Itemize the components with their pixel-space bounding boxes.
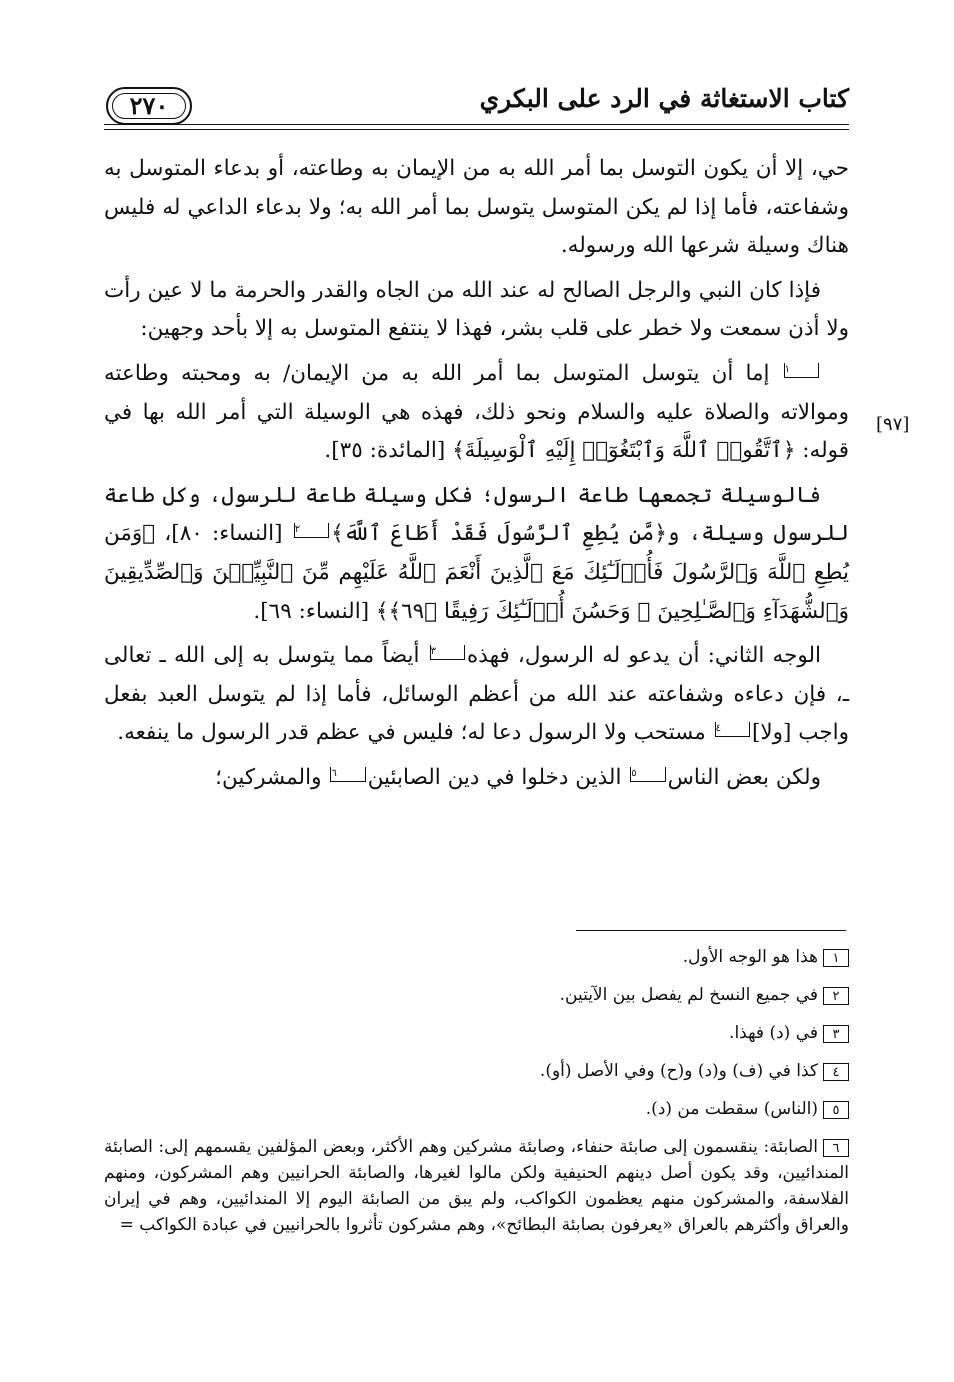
paragraph: ١ إما أن يتوسل المتوسل بما أمر الله به من الإيمان/ به ومحبته وطاعته وموالاته والصلاة عليه والسلام ونحو ذلك، فهذه هي الوسيلة التي أمر الله بها في قوله: ﴿ٱتَّقُوا۟ ٱللَّهَ وَٱبْتَغُوٓا۟ إِلَيْهِ ٱلْوَسِيلَةَ﴾ [المائدة: ٣٥].: [104, 360, 849, 464]
paragraph: فالوسيلة تجمعها طاعة الرسول؛ فكل وسيلة طاعة للرسول، وكل طاعة للرسول وسيلة، و﴿مَّن يُطِعِ ٱلرَّسُولَ فَقَدْ أَطَاعَ ٱللَّهَ﴾٢ [النساء: ٨٠]، ﴿وَمَن يُطِعِ ٱللَّهَ وَٱلرَّسُولَ فَأُو۟لَـٰٓئِكَ مَعَ ٱلَّذِينَ أَنْعَمَ ٱللَّهُ عَلَيْهِم مِّنَ ٱلنَّبِيِّـۧنَ وَٱلصِّدِّيقِينَ وَٱلشُّهَدَآءِ وَٱلصَّـٰلِحِينَ ۚ وَحَسُنَ أُو۟لَـٰٓئِكَ رَفِيقًا ﴿٦٩﴾﴾ [النساء: ٦٩].: [104, 482, 849, 624]
footnote-number: ٢: [823, 987, 849, 1005]
footnote-divider: [576, 930, 846, 931]
footnote-ref[interactable]: ٣: [430, 645, 465, 660]
footnote-number: ٤: [823, 1063, 849, 1081]
footnote: ١هذا هو الوجه الأول.: [104, 944, 849, 971]
footnote: ٦الصابئة: ينقسمون إلى صابئة حنفاء، وصابئة مشركين وهم الأكثر، وبعض المؤلفين يقسمهم إلى: الصابئة المندائيين، وقد يكون أصل دينهم الحنيفية ولكن مالوا لغيرها، والصابئة الحرانيين وهم المشركون، ومنهم الفلاسفة، والمشركون منهم يعظمون الكواكب، ولم يبق من الصابئة اليوم إلا المندائيين، وهم في إيران والعراق وأكثرهم بالعراق «يعرفون بصابئة البطائح»، وهم مشركون تأثروا بالحرانيين في عبادة الكواكب =: [104, 1137, 849, 1235]
footnote: ٣في (د) فهذا.: [104, 1020, 849, 1047]
page-number: ٢٧٠: [129, 91, 169, 120]
footnote: ٤كذا في (ف) و(د) و(ح) وفي الأصل (أو).: [104, 1058, 849, 1085]
footnote-ref[interactable]: ٥: [630, 767, 665, 782]
footnote-number: ١: [823, 949, 849, 967]
footnote: ٥(الناس) سقطت من (د).: [104, 1096, 849, 1123]
paragraph: حي، إلا أن يكون التوسل بما أمر الله به من الإيمان به وطاعته، أو بدعاء المتوسل به وشفاعته، فأما إذا لم يكن المتوسل يتوسل بما أمر الله به؛ ولا بدعاء الداعي له فليس هناك وسيلة شرعها الله ورسوله.: [104, 156, 849, 259]
footnote-number: ٣: [823, 1025, 849, 1043]
footnote-ref[interactable]: ٦: [330, 767, 365, 782]
footnote: ٢في جميع النسخ لم يفصل بين الآيتين.: [104, 982, 849, 1009]
header-rule: [104, 129, 849, 130]
footnote-ref[interactable]: ٤: [715, 722, 750, 737]
footnote-number: ٦: [823, 1139, 849, 1157]
paragraph: ولكن بعض الناس٥ الذين دخلوا في دين الصابئين٦ والمشركين؛: [215, 764, 821, 790]
footnote-ref[interactable]: ١: [784, 363, 819, 378]
page-number-badge: [106, 87, 192, 125]
page-header: [104, 78, 849, 142]
manuscript-page-marker: [٩٧]: [876, 414, 910, 435]
footnote-ref[interactable]: ٢: [294, 523, 329, 538]
footnote-number: ٥: [823, 1101, 849, 1119]
header-rule: [104, 124, 849, 125]
paragraph: الوجه الثاني: أن يدعو له الرسول، فهذه٣ أيضاً مما يتوسل به إلى الله ـ تعالى ـ، فإن دعاءه وشفاعته عند الله من أعظم الوسائل، فأما إذا لم يتوسل العبد بفعل واجب [ولا]٤ مستحب ولا الرسول دعا له؛ فليس في عظم قدر الرسول ما ينفعه.: [104, 643, 849, 746]
main-text: [104, 150, 849, 804]
footnotes: [104, 944, 849, 1238]
paragraph: فإذا كان النبي والرجل الصالح له عند الله من الجاه والقدر والحرمة ما لا عين رأت ولا أذن سمعت ولا خطر على قلب بشر، فهذا لا ينتفع المتوسل به إلا بأحد وجهين:: [104, 277, 849, 342]
running-title: كتاب الاستغاثة في الرد على البكري: [479, 84, 849, 113]
